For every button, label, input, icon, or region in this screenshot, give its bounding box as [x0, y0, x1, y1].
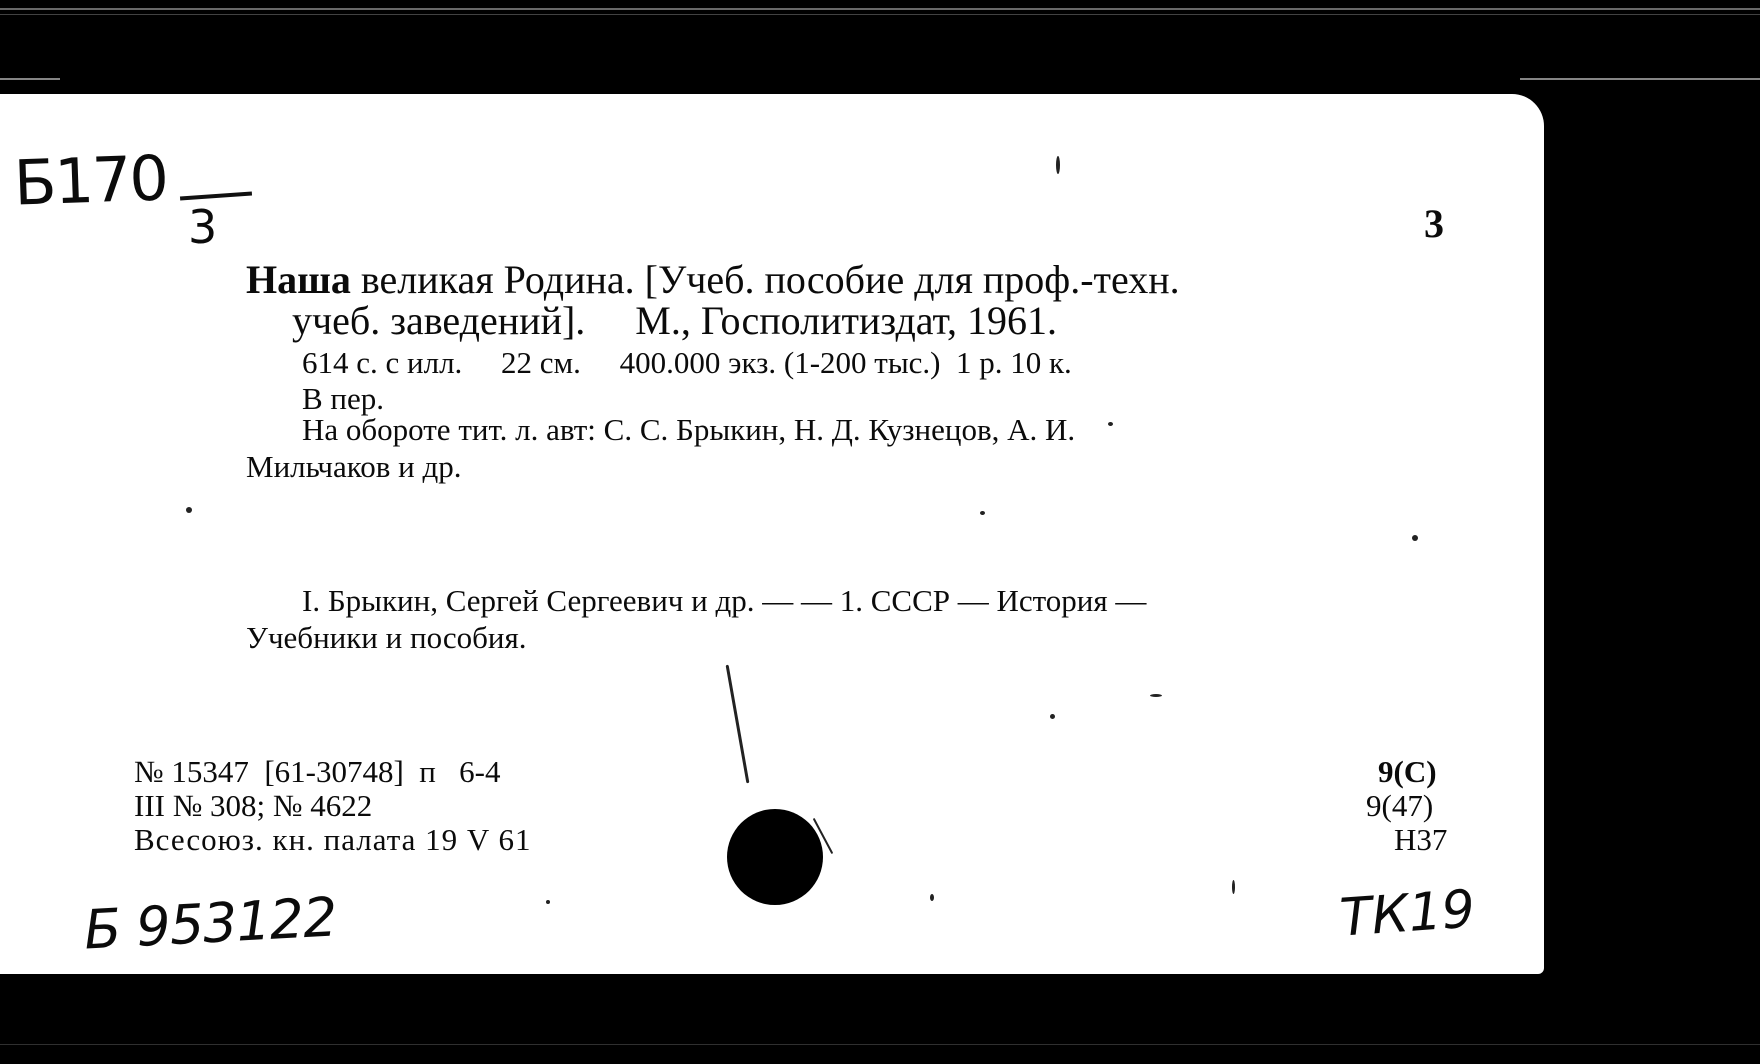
title-line-2: учеб. заведений]. М., Госполитиздат, 1961. [292, 298, 1057, 343]
scan-speck [1050, 714, 1055, 719]
registration-line-3: Всесоюз. кн. палата 19 V 61 [134, 822, 532, 857]
title-line-1-rest: великая Родина. [Учеб. пособие для проф.-техн. [360, 257, 1180, 302]
author-mark: Н37 [1394, 822, 1448, 857]
catalog-card [0, 94, 1544, 974]
title-line-1 [246, 256, 1180, 303]
registration-line-1: № 15347 [61-30748] п 6-4 [134, 754, 501, 789]
scan-speck [1232, 880, 1235, 894]
scan-artifact-line [0, 14, 1760, 15]
card-number: 3 [1424, 201, 1444, 246]
handwritten-code: ТК19 [1338, 879, 1477, 949]
scan-speck [1412, 535, 1418, 541]
binding-note: В пер. [302, 381, 385, 416]
scan-speck [930, 894, 934, 901]
pencil-stroke [726, 665, 750, 784]
handwritten-inventory-number: Б 953122 [82, 885, 338, 962]
scan-artifact-line [0, 8, 1760, 10]
title-lead-word: Наша [246, 257, 351, 302]
physical-description: 614 с. с илл. 22 см. 400.000 экз. (1-200 тыс.) 1 р. 10 к. [302, 345, 1072, 380]
scan-speck [1108, 422, 1113, 426]
scan-artifact-line [0, 1044, 1760, 1045]
classification-2: 9(47) [1366, 788, 1434, 823]
handwritten-shelf-mark [13, 141, 168, 219]
shelf-mark-main: Б170 [12, 141, 169, 220]
scan-speck [980, 511, 985, 515]
handwritten-shelf-sub: 3 [188, 200, 218, 254]
scan-artifact-line [0, 78, 60, 80]
scan-speck [1056, 156, 1060, 174]
classification-1: 9(С) [1378, 754, 1437, 789]
scan-artifact-line [1520, 78, 1760, 80]
tracings-line-1: I. Брыкин, Сергей Сергеевич и др. — — 1. СССР — История — [302, 583, 1147, 618]
authors-note-line-2: Мильчаков и др. [246, 449, 462, 484]
authors-note-line-1: На обороте тит. л. авт: С. С. Брыкин, Н. Д. Кузнецов, А. И. [302, 412, 1076, 447]
tracings-line-2: Учебники и пособия. [246, 620, 527, 655]
scan-speck [546, 900, 550, 904]
punch-hole [727, 809, 823, 905]
registration-line-2: III № 308; № 4622 [134, 788, 373, 823]
scan-speck [1150, 694, 1162, 697]
scan-speck [186, 507, 192, 513]
